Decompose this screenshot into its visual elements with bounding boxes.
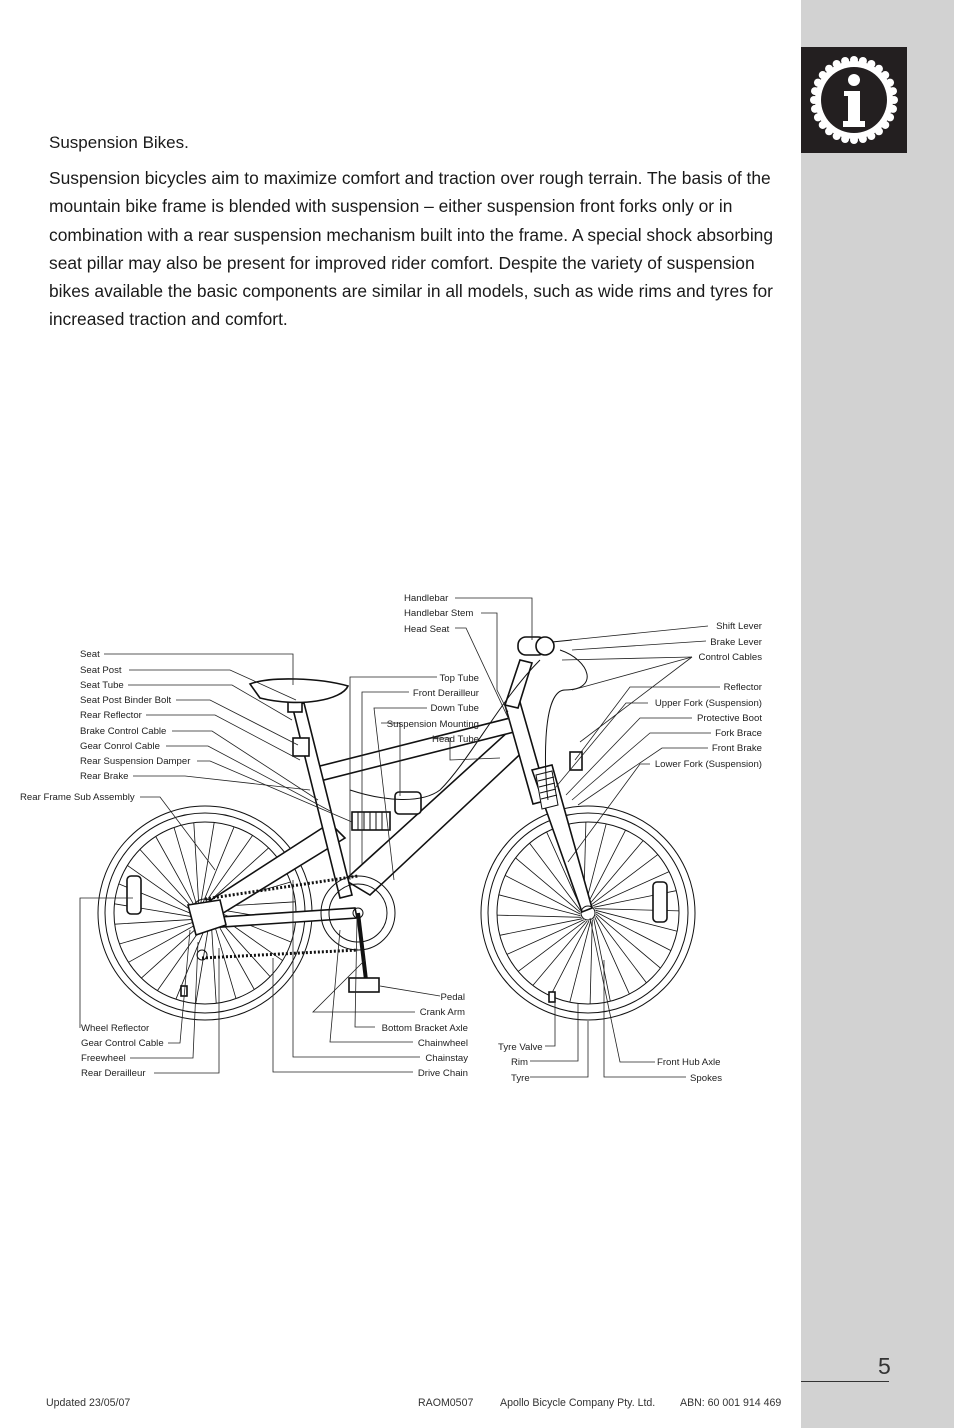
part-label: Upper Fork (Suspension) — [654, 698, 762, 709]
part-label: Front Hub Axle — [657, 1057, 721, 1068]
part-label: Shift Lever — [716, 621, 762, 632]
part-label: Chainwheel — [417, 1038, 468, 1049]
page-number-rule — [801, 1381, 889, 1382]
part-label: Lower Fork (Suspension) — [654, 759, 762, 770]
part-label: Brake Lever — [710, 637, 762, 648]
part-label: Bottom Bracket Axle — [381, 1023, 468, 1034]
part-label: Front Brake — [711, 743, 762, 754]
part-label: Protective Boot — [696, 713, 762, 724]
page-number: 5 — [878, 1353, 891, 1379]
part-label: Front Derailleur — [412, 688, 479, 699]
part-label: Gear Conrol Cable — [80, 741, 160, 752]
footer-code: RAOM0507 — [418, 1397, 474, 1409]
part-label: Gear Control Cable — [81, 1038, 164, 1049]
part-label: Seat Tube — [80, 680, 124, 691]
bicycle-parts-diagram — [0, 585, 800, 1095]
info-icon — [801, 47, 907, 153]
part-label: Top Tube — [439, 673, 479, 684]
part-label: Crank Arm — [419, 1007, 465, 1018]
part-label: Handlebar — [404, 593, 449, 604]
part-label: Rear Suspension Damper — [80, 756, 191, 767]
part-label: Head Seat — [404, 624, 450, 635]
side-margin-band — [801, 0, 954, 1428]
part-label: Brake Control Cable — [80, 726, 167, 737]
part-label: Rear Frame Sub Assembly — [20, 792, 135, 803]
part-label: Down Tube — [430, 703, 479, 714]
front-wheel — [481, 806, 695, 1020]
intro-paragraph: Suspension bicycles aim to maximize comfort and traction over rough terrain. The basis of the mountain bike frame is blended with suspension – either suspension front forks only or in combination with a rear suspension mechanism built into the frame. A special shock absorbing seat pillar may also be present for improved rider comfort. Despite the variety of suspension bikes available the basic components are similar in all models, such as wide rims and tyres for increased traction and comfort. — [49, 168, 774, 330]
footer-abn: ABN: 60 001 914 469 — [680, 1397, 782, 1409]
part-label: Suspension Mounting — [386, 719, 479, 730]
part-label: Seat Post Binder Bolt — [80, 695, 172, 706]
part-label: Rim — [511, 1057, 529, 1068]
part-label: Rear Derailleur — [81, 1068, 146, 1079]
section-heading: Suspension Bikes. — [49, 133, 189, 152]
part-label: Control Cables — [698, 652, 762, 663]
part-label: Wheel Reflector — [81, 1023, 150, 1034]
part-label: Chainstay — [425, 1053, 468, 1064]
footer-company: Apollo Bicycle Company Pty. Ltd. — [500, 1397, 656, 1409]
part-label: Rear Brake — [80, 771, 129, 782]
part-label: Head Tube — [432, 734, 479, 745]
part-label: Freewheel — [81, 1053, 126, 1064]
part-label: Tyre Valve — [498, 1042, 543, 1053]
part-label: Seat — [80, 649, 100, 660]
part-label: Pedal — [440, 992, 465, 1003]
part-label: Handlebar Stem — [404, 608, 474, 619]
part-label: Fork Brace — [715, 728, 762, 739]
part-label: Reflector — [723, 682, 762, 693]
part-label: Drive Chain — [417, 1068, 468, 1079]
footer-updated: Updated 23/05/07 — [46, 1397, 131, 1409]
part-label: Rear Reflector — [80, 710, 142, 721]
part-label: Spokes — [690, 1073, 722, 1084]
part-label: Seat Post — [80, 665, 122, 676]
part-label: Tyre — [511, 1073, 530, 1084]
